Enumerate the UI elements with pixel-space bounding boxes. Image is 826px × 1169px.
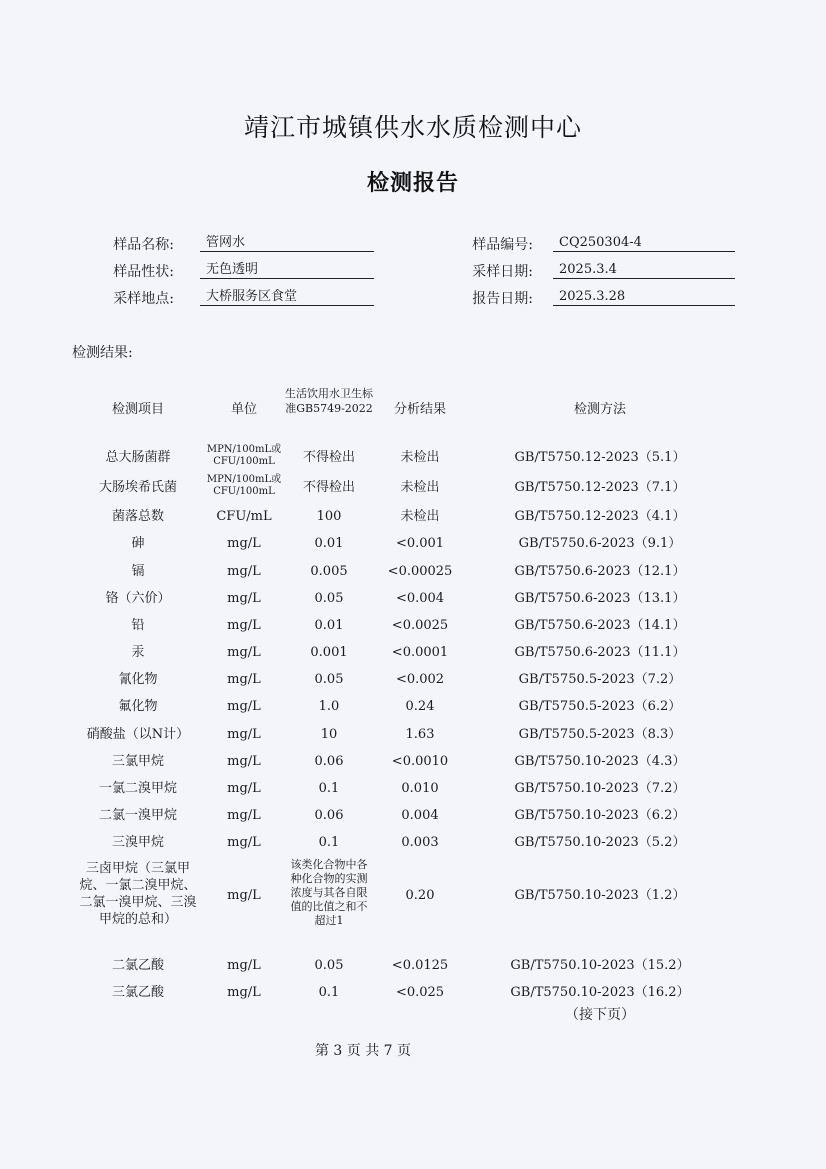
row-item: 三氯乙酸 — [111, 985, 164, 1000]
sampling-date-value: 2025.3.4 — [553, 261, 735, 279]
row-method: GB/T5750.10-2023（5.2） — [514, 835, 686, 850]
sample-desc-label: 样品性状: — [113, 264, 174, 280]
row-method: GB/T5750.10-2023（1.2） — [514, 888, 686, 903]
row-result: <0.0001 — [391, 645, 449, 660]
row-result: <0.002 — [395, 672, 445, 687]
row-item: 菌落总数 — [111, 509, 164, 524]
row-method: GB/T5750.12-2023（5.1） — [514, 450, 686, 465]
row-limit: 10 — [320, 727, 338, 742]
row-item: 总大肠菌群 — [105, 450, 171, 465]
row-method: GB/T5750.6-2023（9.1） — [518, 536, 682, 551]
row-limit: 0.01 — [314, 618, 344, 633]
row-method: GB/T5750.10-2023（6.2） — [514, 808, 686, 823]
row-method: GB/T5750.5-2023（6.2） — [518, 699, 682, 714]
row-method: GB/T5750.10-2023（16.2） — [510, 985, 690, 1000]
header-unit: 单位 — [230, 402, 257, 417]
row-method: GB/T5750.12-2023（4.1） — [514, 509, 686, 524]
header-result: 分析结果 — [393, 402, 446, 417]
row-item: 铅 — [131, 618, 145, 633]
row-result: 1.63 — [405, 727, 435, 742]
row-unit: mg/L — [227, 754, 261, 769]
row-item: 二氯一溴甲烷 — [98, 808, 177, 823]
row-item: 一氯二溴甲烷 — [98, 781, 177, 796]
row-limit: 0.06 — [314, 808, 344, 823]
row-unit: mg/L — [227, 835, 261, 850]
sample-name-value: 管网水 — [200, 234, 374, 252]
row-item: 二氯乙酸 — [111, 958, 164, 973]
row-method: GB/T5750.5-2023（8.3） — [518, 727, 682, 742]
row-unit: mg/L — [227, 564, 261, 579]
org-title: 靖江市城镇供水水质检测中心 — [243, 113, 582, 142]
row-result: 未检出 — [400, 509, 440, 524]
row-result: <0.00025 — [387, 564, 453, 579]
row-limit: 0.1 — [318, 835, 340, 850]
row-unit: mg/L — [227, 591, 261, 606]
row-result: 0.010 — [401, 781, 439, 796]
row-limit: 0.1 — [318, 781, 340, 796]
report-title: 检测报告 — [366, 171, 459, 196]
sample-name-label: 样品名称: — [113, 237, 174, 253]
row-limit: 100 — [316, 509, 342, 524]
row-result: 未检出 — [400, 450, 440, 465]
row-item: 氟化物 — [118, 699, 158, 714]
row-item: 氰化物 — [118, 672, 158, 687]
row-unit: mg/L — [227, 781, 261, 796]
row-item: 大肠埃希氏菌 — [98, 480, 177, 495]
row-result: <0.0010 — [391, 754, 449, 769]
row-method: GB/T5750.6-2023（13.1） — [514, 591, 686, 606]
row-limit: 0.1 — [318, 985, 340, 1000]
row-result: <0.0025 — [391, 618, 449, 633]
header-item: 检测项目 — [111, 402, 164, 417]
row-method: GB/T5750.10-2023（7.2） — [514, 781, 686, 796]
row-item: 三溴甲烷 — [111, 835, 164, 850]
row-result: 0.004 — [401, 808, 439, 823]
row-item: 镉 — [131, 564, 145, 579]
report-date-label: 报告日期: — [472, 291, 533, 307]
row-unit: mg/L — [227, 536, 261, 551]
row-limit: 0.05 — [314, 958, 344, 973]
row-unit: mg/L — [227, 808, 261, 823]
row-unit: MPN/100mL或CFU/100mL — [206, 474, 282, 497]
row-item: 硝酸盐（以N计） — [86, 727, 190, 742]
row-result: 0.24 — [405, 699, 435, 714]
row-method: GB/T5750.10-2023（15.2） — [510, 958, 690, 973]
row-limit: 0.05 — [314, 591, 344, 606]
results-heading: 检测结果: — [72, 345, 133, 361]
sampling-site-label: 采样地点: — [113, 291, 174, 307]
row-limit: 0.001 — [310, 645, 348, 660]
row-item: 三卤甲烷（三氯甲烷、一氯二溴甲烷、二氯一溴甲烷、三溴甲烷的总和） — [79, 861, 197, 927]
row-result: 0.20 — [405, 888, 435, 903]
sample-desc-value: 无色透明 — [200, 261, 374, 279]
row-result: <0.001 — [395, 536, 445, 551]
row-limit: 1.0 — [318, 699, 340, 714]
continued-note: （接下页） — [565, 1007, 635, 1023]
row-limit: 不得检出 — [302, 450, 355, 465]
row-result: <0.004 — [395, 591, 445, 606]
row-limit: 0.01 — [314, 536, 344, 551]
row-item: 砷 — [131, 536, 145, 551]
row-item: 三氯甲烷 — [111, 754, 164, 769]
row-method: GB/T5750.6-2023（11.1） — [514, 645, 686, 660]
header-standard: 生活饮用水卫生标准GB5749-2022 — [285, 387, 373, 415]
row-method: GB/T5750.6-2023（12.1） — [514, 564, 686, 579]
row-unit: mg/L — [227, 727, 261, 742]
page-footer: 第 3 页 共 7 页 — [314, 1043, 412, 1059]
row-result: <0.025 — [395, 985, 445, 1000]
row-item: 汞 — [131, 645, 145, 660]
report-date-value: 2025.3.28 — [553, 288, 735, 306]
row-method: GB/T5750.6-2023（14.1） — [514, 618, 686, 633]
row-unit: mg/L — [227, 985, 261, 1000]
row-limit: 该类化合物中各种化合物的实测浓度与其各自限值的比值之和不超过1 — [290, 858, 368, 927]
row-limit: 0.005 — [310, 564, 348, 579]
row-limit: 0.05 — [314, 672, 344, 687]
row-unit: mg/L — [227, 888, 261, 903]
row-limit: 不得检出 — [302, 480, 355, 495]
row-unit: mg/L — [227, 618, 261, 633]
row-unit: mg/L — [227, 672, 261, 687]
row-result: 0.003 — [401, 835, 439, 850]
sampling-site-value: 大桥服务区食堂 — [200, 288, 374, 306]
row-method: GB/T5750.12-2023（7.1） — [514, 480, 686, 495]
row-unit: mg/L — [227, 699, 261, 714]
sample-no-value: CQ250304-4 — [553, 234, 735, 252]
row-method: GB/T5750.10-2023（4.3） — [514, 754, 686, 769]
row-limit: 0.06 — [314, 754, 344, 769]
row-unit: mg/L — [227, 958, 261, 973]
row-unit: mg/L — [227, 645, 261, 660]
row-unit: CFU/mL — [216, 509, 272, 524]
sample-no-label: 样品编号: — [472, 237, 533, 253]
row-result: <0.0125 — [391, 958, 449, 973]
row-result: 未检出 — [400, 480, 440, 495]
row-item: 铬（六价） — [105, 591, 171, 606]
row-unit: MPN/100mL或CFU/100mL — [206, 444, 282, 467]
sampling-date-label: 采样日期: — [472, 264, 533, 280]
row-method: GB/T5750.5-2023（7.2） — [518, 672, 682, 687]
header-method: 检测方法 — [573, 402, 626, 417]
